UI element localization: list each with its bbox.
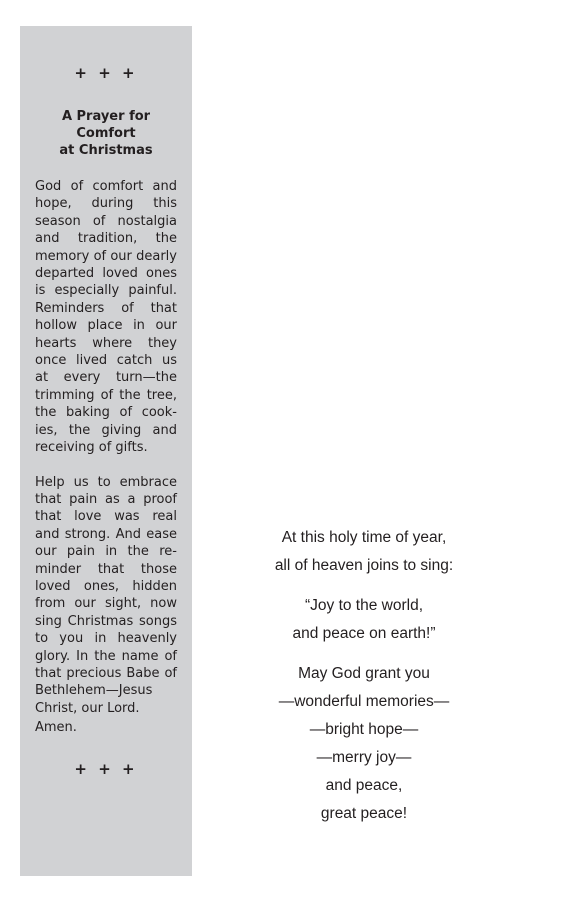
prayer-title-line-2: Comfort	[76, 126, 136, 141]
message-verse-3	[234, 660, 494, 828]
message-line: —merry joy—	[316, 749, 412, 766]
christmas-message	[234, 524, 494, 828]
message-verse-2	[234, 592, 494, 648]
message-line: —bright hope—	[309, 721, 419, 738]
message-line: May God grant you	[298, 665, 430, 682]
prayer-title-line-1: A Prayer for	[61, 109, 151, 124]
message-line: great peace!	[320, 805, 408, 822]
message-verse-1	[234, 524, 494, 580]
prayer-title-line-3: at Christmas	[59, 143, 153, 158]
prayer-title	[35, 108, 177, 159]
prayer-closing: Amen.	[35, 720, 77, 736]
message-line: and peace,	[325, 777, 403, 794]
bottom-crosses-ornament: + + +	[74, 760, 138, 779]
message-line: —wonderful memories—	[278, 693, 450, 710]
prayer-paragraph-1: God of comfort and hope, during this season of nostalgia and tradition, the memory of our dearly departed loved ones is especially painful. Reminders of that hollow place in our hearts where they once lived catch us at every turn—the trimming of the tree, the baking of cookies, the giving and receiving of gifts.	[35, 179, 177, 456]
message-line: and peace on earth!”	[292, 625, 436, 642]
prayer-paragraph-2: Help us to embrace that pain as a proof that love was real and strong. And ease our pain in the reminder that those loved ones, hidden from our sight, now sing Christmas songs to you in heavenly glory. In the name of that precious Babe of Bethlehem—Jesus Christ, our Lord.	[35, 474, 177, 716]
prayer-bookmark	[20, 26, 192, 876]
top-crosses-ornament: + + +	[74, 64, 138, 82]
message-line: “Joy to the world,	[304, 597, 424, 614]
message-line: At this holy time of year,	[281, 529, 447, 546]
message-line: all of heaven joins to sing:	[274, 557, 454, 574]
